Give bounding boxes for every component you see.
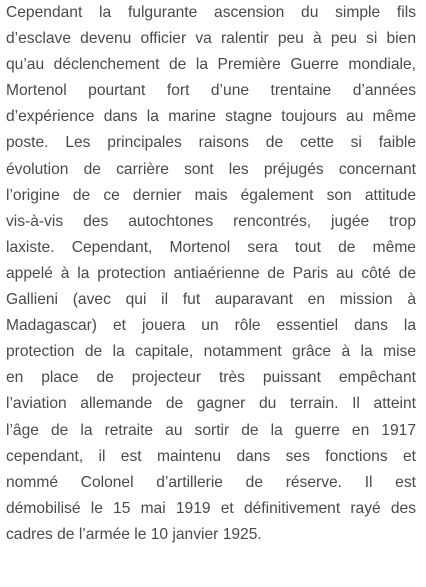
paragraph-line: l’aviation allemande de gagner du terrain. Il atteint	[6, 395, 416, 413]
paragraph-line: cadres de l’armée le 10 janvier 1925.	[6, 525, 262, 543]
paragraph-line: Mortenol pourtant fort d’une trentaine d’années	[6, 82, 416, 100]
paragraph-line: d’esclave devenu officier va ralentir peu à peu si bien	[6, 30, 416, 48]
paragraph-line: cependant, il est maintenu dans ses fonctions et	[6, 447, 416, 465]
paragraph-line: évolution de carrière sont les préjugés concernant	[6, 160, 416, 178]
paragraph-line: laxiste. Cependant, Mortenol sera tout de même	[6, 238, 416, 256]
paragraph-line: l’origine de ce dernier mais également son attitude	[6, 186, 416, 204]
paragraph-line: Madagascar) et jouera un rôle essentiel dans la	[6, 317, 416, 335]
paragraph-line: protection de la capitale, notamment grâce à la mise	[6, 343, 416, 361]
paragraph-line: nommé Colonel d’artillerie de réserve. Il est	[6, 473, 416, 491]
paragraph-line: qu’au déclenchement de la Première Guerre mondiale,	[6, 56, 416, 74]
paragraph-line: démobilisé le 15 mai 1919 et définitivement rayé des	[6, 499, 416, 517]
paragraph-line: vis-à-vis des autochtones rencontrés, jugée trop	[6, 212, 416, 230]
paragraph-line: en place de projecteur très puissant empêchant	[6, 369, 416, 387]
paragraph-line: Gallieni (avec qui il fut auparavant en mission à	[6, 291, 416, 309]
paragraph-line: Cependant la fulgurante ascension du simple fils	[6, 4, 416, 21]
paragraph-line: l’âge de la retraite au sortir de la guerre en 1917	[6, 421, 416, 439]
paragraph-line: appelé à la protection antiaérienne de Paris au côté de	[6, 264, 416, 282]
paragraph-line: d’expérience dans la marine stagne toujours au même	[6, 108, 416, 126]
paragraph-line: poste. Les principales raisons de cette si faible	[6, 134, 416, 152]
article-paragraph	[6, 0, 416, 548]
